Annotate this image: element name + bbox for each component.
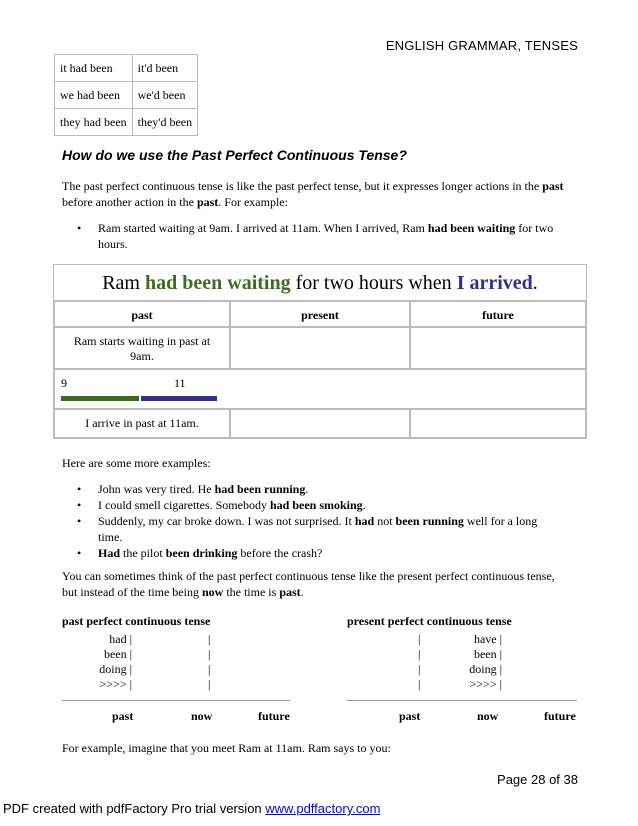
example-bullet: • Ram started waiting at 9am. I arrived at 11am. When I arrived, Ram had been waiting for two hours. [62, 220, 582, 252]
table-row [55, 109, 198, 136]
running-header: ENGLISH GRAMMAR, TENSES [385, 38, 578, 53]
right-label-future: future [544, 709, 576, 723]
col-past: past [54, 301, 230, 327]
pdffactory-link[interactable]: www.pdffactory.com [265, 801, 381, 816]
time-9-label: 9 [61, 376, 67, 390]
section-heading: How do we use the Past Perfect Continuous Tense? [62, 147, 407, 163]
right-timeline-rule [347, 700, 577, 701]
empty-cell [410, 327, 586, 369]
contraction-table [54, 54, 198, 136]
col-future: future [410, 301, 586, 327]
timeline-caption: Ram had been waiting for two hours when I arrived. [54, 265, 586, 301]
right-label-past: past [399, 709, 421, 723]
row-starts-waiting: Ram starts waiting in past at 9am. [54, 327, 230, 369]
page-number: Page 28 of 38 [497, 772, 578, 787]
table-cell: they had been [55, 109, 133, 136]
left-label-now: now [191, 709, 213, 723]
pdf-footer: PDF created with pdfFactory Pro trial version www.pdffactory.com [3, 801, 381, 816]
left-now-marker: | | | | [208, 632, 211, 691]
comparison-paragraph: You can sometimes think of the past perfect continuous tense like the present perfect continuous tense, but instead of the time being now the time is past. [62, 569, 555, 599]
left-diagram-title: past perfect continuous tense [62, 614, 211, 628]
right-diagram-title: present perfect continuous tense [347, 614, 512, 628]
left-diagram-words: had | been | doing | >>>> | [99, 632, 132, 691]
col-present: present [230, 301, 410, 327]
left-label-future: future [258, 709, 290, 723]
right-past-marker: | | | | [418, 632, 421, 691]
left-label-past: past [112, 709, 134, 723]
table-cell: we had been [55, 82, 133, 109]
waiting-bar-green [61, 396, 139, 401]
empty-cell [410, 409, 586, 438]
right-diagram-words: have | been | doing | >>>> | [469, 632, 502, 691]
list-item: • Had the pilot been drinking before the crash? [62, 545, 582, 561]
table-cell: we'd been [132, 82, 197, 109]
examples-list [62, 481, 582, 561]
time-row [54, 369, 586, 409]
right-label-now: now [477, 709, 499, 723]
row-arrive: I arrive in past at 11am. [54, 409, 230, 438]
table-cell: it'd been [132, 55, 197, 82]
more-examples-intro: Here are some more examples: [62, 456, 211, 470]
closing-paragraph: For example, imagine that you meet Ram at 11am. Ram says to you: [62, 741, 391, 755]
arrival-bar-blue [141, 396, 217, 401]
table-row [55, 82, 198, 109]
table-cell: they'd been [132, 109, 197, 136]
intro-paragraph: The past perfect continuous tense is like the past perfect tense, but it expresses longer actions in the past before another action in the past. For example: [62, 179, 564, 209]
time-11-label: 11 [174, 376, 186, 390]
list-item: • I could smell cigarettes. Somebody had been smoking. [62, 497, 582, 513]
empty-cell [230, 409, 410, 438]
table-cell: it had been [55, 55, 133, 82]
list-item: • John was very tired. He had been running. [62, 481, 582, 497]
table-row [55, 55, 198, 82]
list-item: • Suddenly, my car broke down. I was not surprised. It had not been running well for a long time. [62, 513, 582, 545]
empty-cell [230, 327, 410, 369]
left-timeline-rule [62, 700, 290, 701]
timeline-table [53, 264, 587, 439]
